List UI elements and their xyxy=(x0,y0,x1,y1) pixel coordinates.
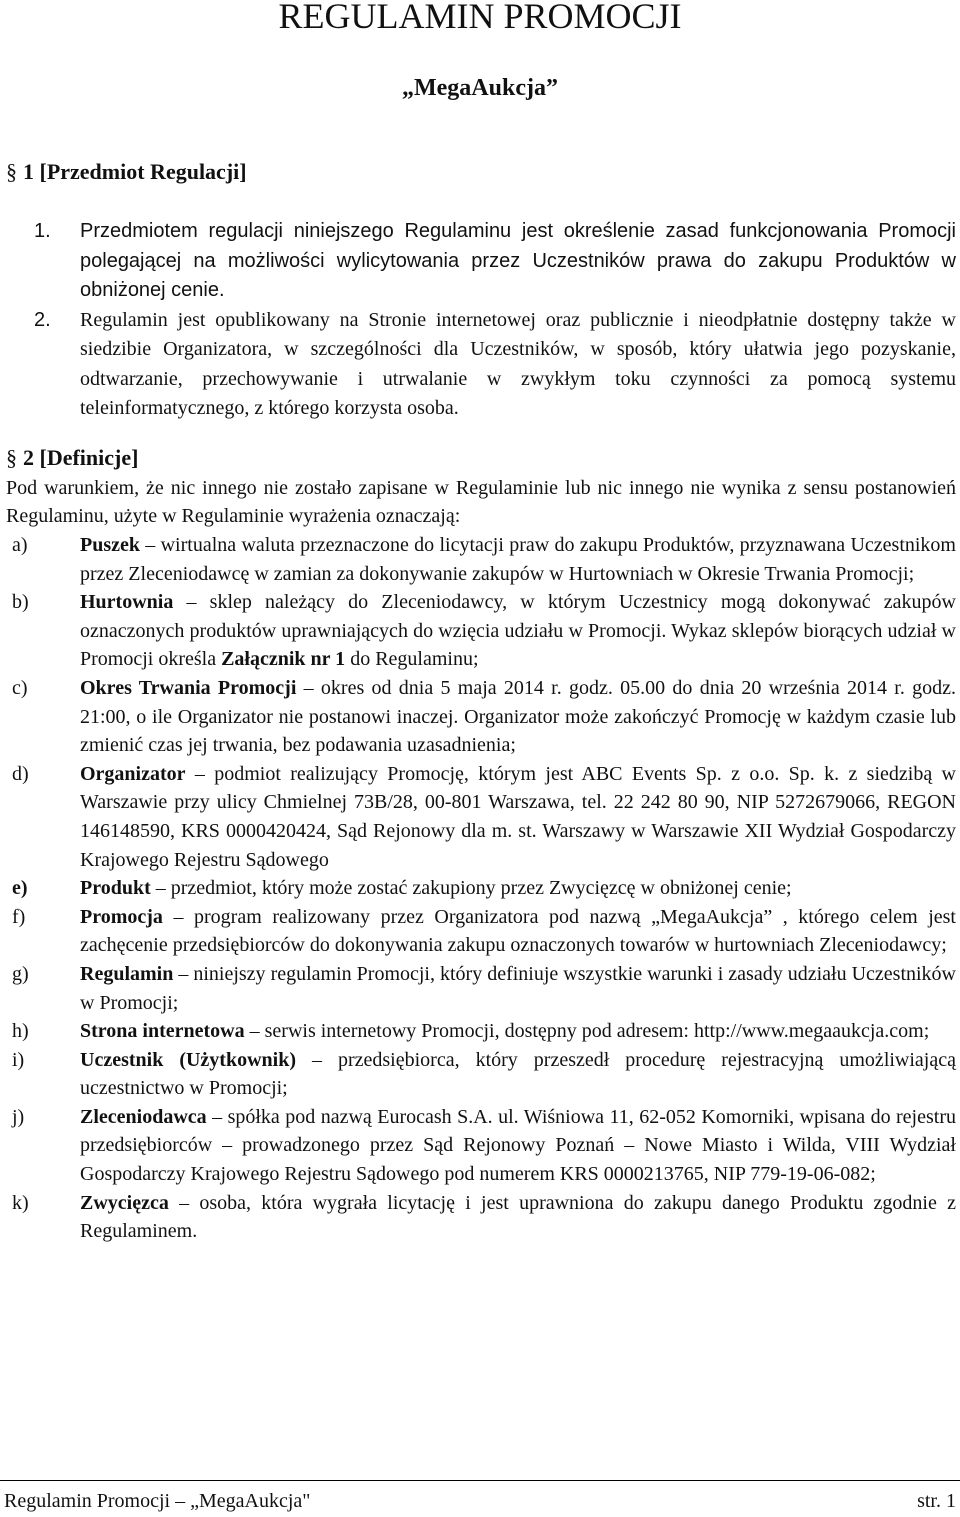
definitions-list xyxy=(6,531,956,1246)
definition-letter: b) xyxy=(12,591,29,614)
definition-text: – program realizowany przez Organizatora pod nazwą „MegaAukcja” , którego celem jest zachęcenie przedsiębiorców do dokonywania zakupu oznaczonych towarów w hurtowniach Zleceniodawcy; xyxy=(80,905,956,957)
footer-document-title: Regulamin Promocji – „MegaAukcja" xyxy=(4,1490,311,1512)
definition-letter: j) xyxy=(12,1105,25,1128)
definition-text: – spółka pod nazwą Eurocash S.A. ul. Wiśniowa 11, 62-052 Komorniki, wpisana do rejestru przedsiębiorców – prowadzonego przez Sąd Rejonowy Poznań – Nowe Miasto i Wilda, VIII Wydział Gospodarczy Krajowego Rejestru Sądowego pod numerem KRS 0000213765, NIP 779-19-06-082; xyxy=(80,1105,956,1186)
definition-item xyxy=(6,903,956,960)
definition-item xyxy=(6,588,956,674)
definition-text: – niniejszy regulamin Promocji, który definiuje wszystkie warunki i zasady udziału Uczestników w Promocji; xyxy=(80,962,956,1014)
definition-text: – przedsiębiorca, który przeszedł procedurę rejestracyjną umożliwiającą uczestnictwo w Promocji; xyxy=(80,1048,956,1100)
definitions-intro: Pod warunkiem, że nic innego nie zostało zapisane w Regulaminie lub nic innego nie wynika z sensu postanowień Regulaminu, użyte w Regulaminie wyrażenia oznaczają: xyxy=(6,477,956,527)
item-text: Przedmiotem regulacji niniejszego Regulaminu jest określenie zasad funkcjonowania Promocji polegającej na możliwości wylicytowania przez Uczestników prawa do zakupu Produktów w obniżonej cenie. xyxy=(80,220,956,301)
definition-text-end: do Regulaminu; xyxy=(345,648,479,671)
section-title: 2 [Definicje] xyxy=(23,445,139,470)
definition-text: – wirtualna waluta przeznaczone do licytacji praw do zakupu Produktów, przyznawana Uczestnikom przez Zleceniodawcę w zamian za dokonywanie zakupów w Hurtowniach w Okresie Trwania Promocji; xyxy=(80,534,956,585)
definition-letter: e) xyxy=(12,877,28,900)
definition-item xyxy=(6,760,956,874)
definition-term: Produkt xyxy=(80,877,151,900)
definition-text: – okres od dnia 5 maja 2014 r. godz. 05.00 do dnia 20 września 2014 r. godz. 21:00, o ile Organizator nie postanowi inaczej. Organizator może zakończyć Promocję w każdym czasie lub zmienić czas jej trwania, bez podawania uzasadnienia; xyxy=(80,676,957,757)
section-symbol: § xyxy=(6,445,17,470)
definition-term: Okres Trwania Promocji xyxy=(80,676,297,699)
section-heading-2 xyxy=(6,443,138,473)
definition-text: – osoba, która wygrała licytację i jest uprawniona do zakupu danego Produktu zgodnie z Regulaminem. xyxy=(80,1191,956,1243)
section-title: 1 [Przedmiot Regulacji] xyxy=(23,159,247,184)
definition-letter: c) xyxy=(12,676,28,699)
definition-term: Promocja xyxy=(80,905,163,928)
item-number: 1. xyxy=(34,220,51,242)
definition-text: – sklep należący do Zleceniodawcy, w którym Uczestnicy mogą dokonywać zakupów oznaczonych produktów uprawniających do wzięcia udziału w Promocji. Wykaz sklepów biorących udział w Promocji określa xyxy=(80,591,956,671)
item-text: Regulamin jest opublikowany na Stronie internetowej oraz publicznie i nieodpłatnie dostępny także w siedzibie Organizatora, w szczególności dla Uczestników, w sposób, który ułatwia jego pozyskanie, odtwarzanie, przechowywanie i utrwalanie w zwykłym toku czynności za pomocą systemu teleinformatycznego, z którego korzysta osoba. xyxy=(80,308,956,419)
definition-text: – podmiot realizujący Promocję, którym jest ABC Events Sp. z o.o. Sp. k. z siedzibą w Warszawie przy ulicy Chmielnej 73B/28, 00-801 Warszawa, tel. 22 242 80 90, NIP 5272679066, REGON 146148590, KRS 0000420424, Sąd Rejonowy dla m. st. Warszawy w Warszawie XII Wydział Gospodarczy Krajowego Rejestru Sądowego xyxy=(80,762,956,871)
subject-list xyxy=(34,217,956,424)
definition-text: – przedmiot, który może zostać zakupiony przez Zwycięzcę w obniżonej cenie; xyxy=(150,877,792,900)
definition-letter: d) xyxy=(12,762,29,785)
definition-term: Zleceniodawca xyxy=(80,1105,207,1128)
definition-letter: h) xyxy=(12,1020,29,1043)
definition-item xyxy=(6,1103,956,1189)
definition-term: Regulamin xyxy=(80,962,174,985)
promotion-name: „MegaAukcja” xyxy=(402,75,558,101)
definition-term: Puszek xyxy=(80,534,140,556)
document-title: REGULAMIN PROMOCJI xyxy=(278,0,682,36)
page-footer xyxy=(4,1487,956,1515)
definition-item xyxy=(6,960,956,1017)
definition-letter: k) xyxy=(12,1191,29,1214)
list-item xyxy=(34,306,956,424)
definition-item xyxy=(6,531,956,588)
page-number: str. 1 xyxy=(917,1490,956,1512)
definition-term: Strona internetowa xyxy=(80,1020,245,1043)
item-number: 2. xyxy=(34,308,51,331)
section-heading-1 xyxy=(6,157,247,187)
definition-letter: i) xyxy=(12,1048,25,1071)
definition-item xyxy=(6,674,956,760)
definition-term: Uczestnik (Użytkownik) xyxy=(80,1048,296,1071)
footer-divider xyxy=(0,1480,960,1481)
definition-letter: a) xyxy=(12,534,28,556)
definition-text: – serwis internetowy Promocji, dostępny pod adresem: http://www.megaaukcja.com; xyxy=(244,1020,930,1043)
definition-letter: g) xyxy=(12,962,29,985)
section-symbol: § xyxy=(6,159,17,184)
list-item xyxy=(34,217,956,306)
definition-term: Zwycięzca xyxy=(80,1191,169,1214)
definition-letter: f) xyxy=(12,905,26,928)
definition-item xyxy=(6,1017,956,1046)
definition-item xyxy=(6,1046,956,1103)
definition-term: Hurtownia xyxy=(80,591,174,614)
attachment-reference: Załącznik nr 1 xyxy=(221,648,346,671)
definition-item xyxy=(6,874,956,903)
definition-item xyxy=(6,1189,956,1246)
definition-term: Organizator xyxy=(80,762,186,785)
